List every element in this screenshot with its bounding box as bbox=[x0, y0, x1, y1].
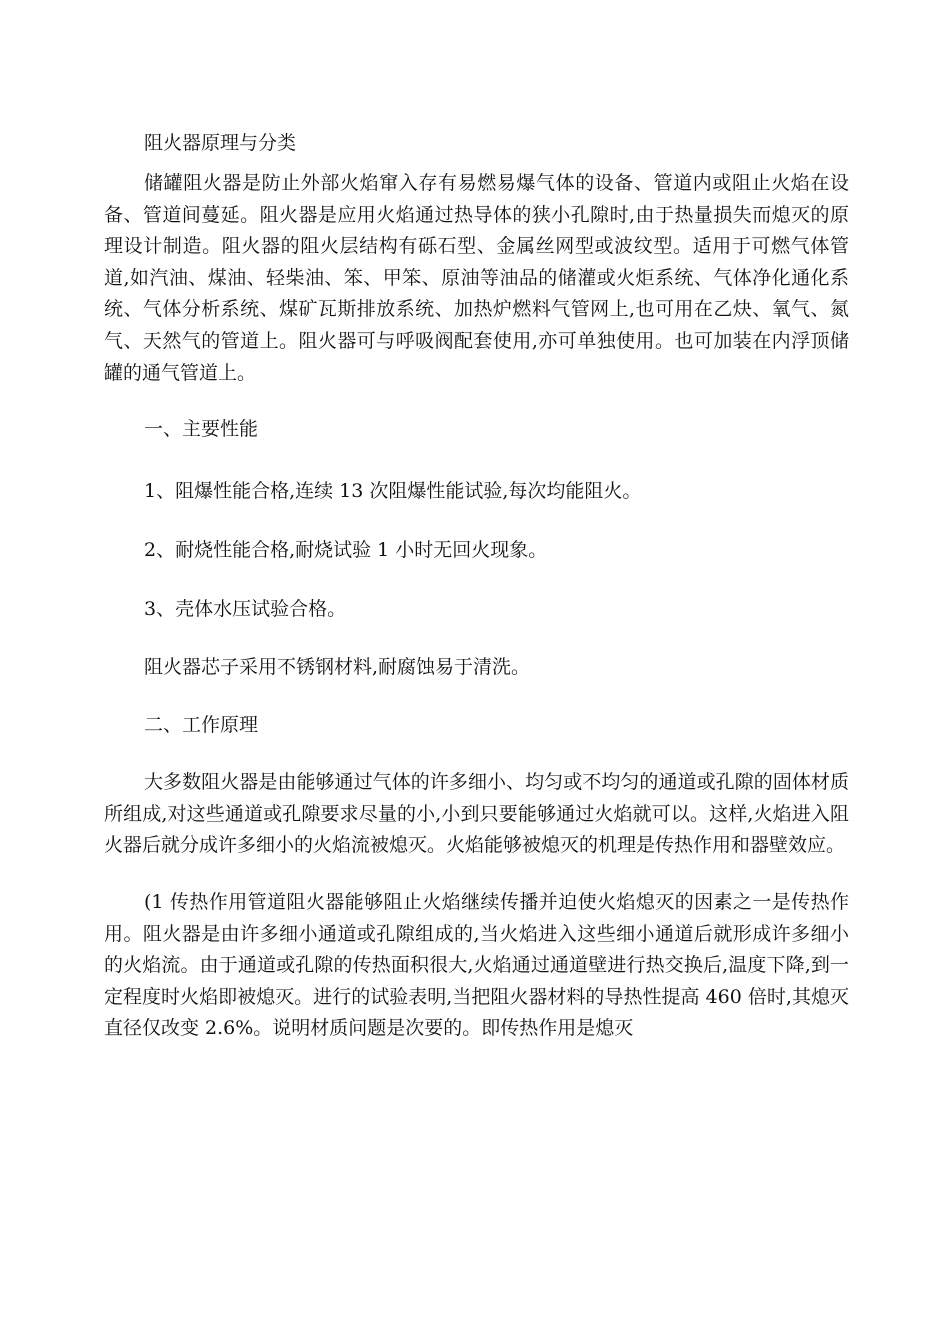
intro-paragraph: 储罐阻火器是防止外部火焰窜入存有易燃易爆气体的设备、管道内或阻止火焰在设备、管道间蔓延。阻火器是应用火焰通过热导体的狭小孔隙时,由于热量损失而熄灭的原理设计制造。阻火器的阻火层结构有砾石型、金属丝网型或波纹型。适用于可燃气体管道,如汽油、煤油、轻柴油、笨、甲笨、原油等油品的储灌或火炬系统、气体净化通化系统、气体分析系统、煤矿瓦斯排放系统、加热炉燃料气管网上,也可用在乙炔、氧气、氮气、天然气的管道上。阻火器可与呼吸阀配套使用,亦可单独使用。也可加装在内浮顶储罐的通气管道上。 bbox=[104, 172, 849, 384]
core-material-note: 阻火器芯子采用不锈钢材料,耐腐蚀易于清洗。 bbox=[144, 656, 531, 679]
document-body bbox=[104, 128, 849, 1045]
performance-item-2: 2、耐烧性能合格,耐烧试验 1 小时无回火现象。 bbox=[144, 539, 548, 562]
heat-transfer-paragraph: (1 传热作用管道阻火器能够阻止火焰继续传播并迫使火焰熄灭的因素之一是传热作用。阻火器是由许多细小通道或孔隙组成的,当火焰进入这些细小通道后就形成许多细小的火焰流。由于通道或孔隙的传热面积很大,火焰通过通道壁进行热交换后,温度下降,到一定程度时火焰即被熄灭。进行的试验表明,当把阻火器材料的导热性提高 460 倍时,其熄灭直径仅改变 2.6%。说明材质问题是次要的。即传热作用是熄灭 bbox=[104, 890, 849, 1040]
section-heading-performance: 一、主要性能 bbox=[144, 418, 259, 441]
section-heading-principle: 二、工作原理 bbox=[144, 714, 259, 737]
performance-item-1: 1、阻爆性能合格,连续 13 次阻爆性能试验,每次均能阻火。 bbox=[144, 480, 642, 503]
principle-paragraph: 大多数阻火器是由能够通过气体的许多细小、均匀或不均匀的通道或孔隙的固体材质所组成,对这些通道或孔隙要求尽量的小,小到只要能够通过火焰就可以。这样,火焰进入阻火器后就分成许多细小的火焰流被熄灭。火焰能够被熄灭的机理是传热作用和器壁效应。 bbox=[104, 771, 849, 857]
document-title: 阻火器原理与分类 bbox=[144, 132, 297, 154]
performance-item-3: 3、壳体水压试验合格。 bbox=[144, 598, 347, 621]
